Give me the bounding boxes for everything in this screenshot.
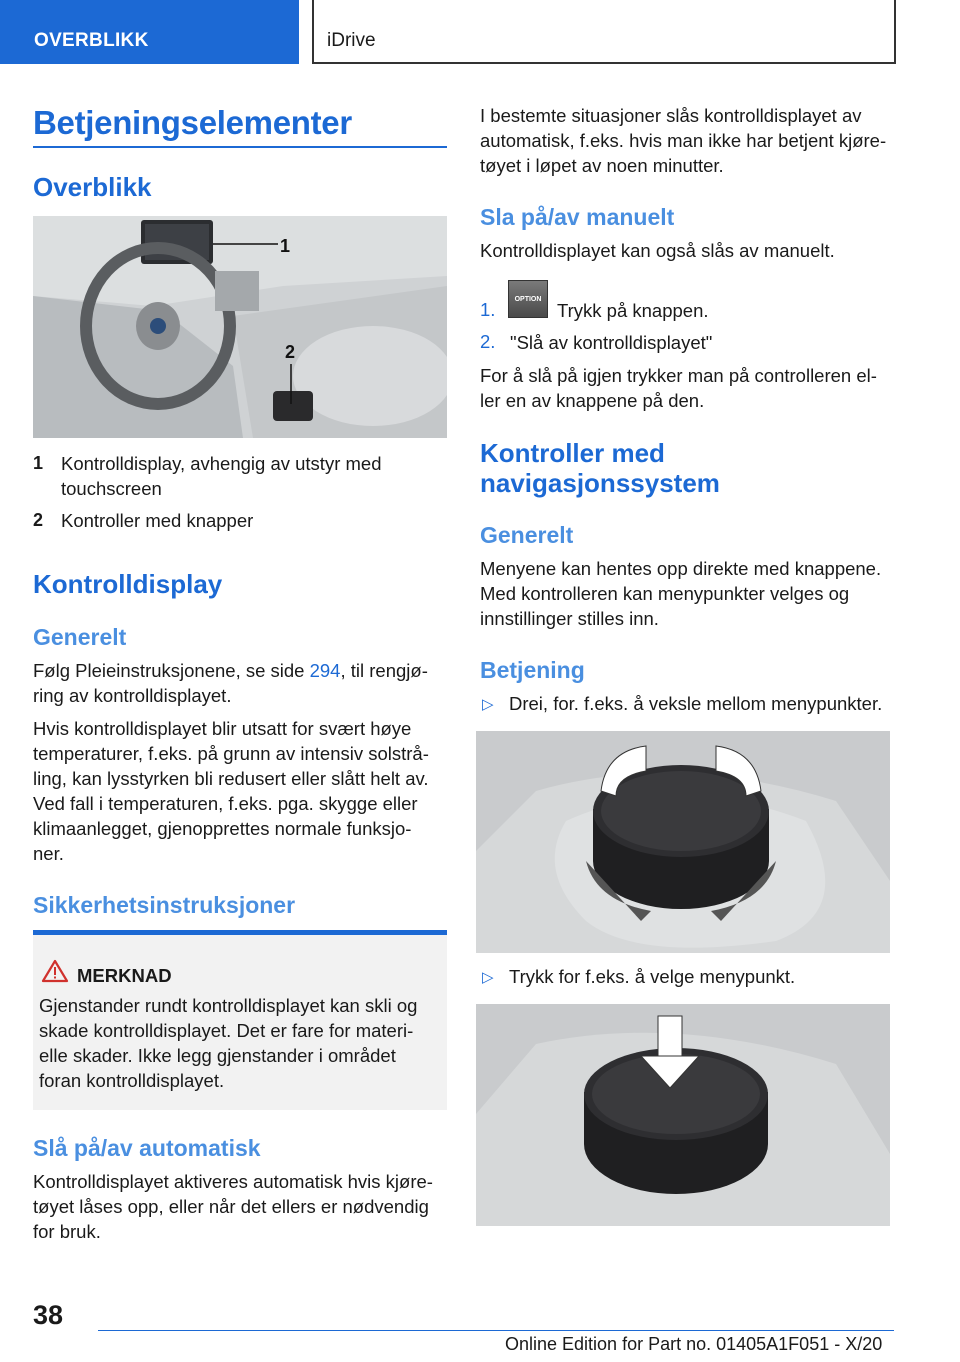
chapter-box	[312, 0, 896, 64]
heat-line-4: Ved fall i temperaturen, f.eks. pga. skygge eller	[33, 793, 418, 814]
page-link-294[interactable]: 294	[309, 660, 341, 681]
note-line-2: skade kontrolldisplayet. Det er fare for materi‐	[39, 1020, 414, 1041]
heat-line-1: Hvis kontrolldisplayet blir utsatt for svært høye	[33, 718, 412, 739]
legend-text-1: Kontrolldisplay, avhengig av utstyr med	[61, 453, 382, 474]
care-text-after: , til rengjø‐	[340, 660, 428, 681]
general-heading-right: Generelt	[480, 522, 574, 548]
intro-line-3: tøyet i løpet av noen minutter.	[480, 155, 724, 176]
section-tab-label: OVERBLIKK	[34, 30, 149, 51]
care-text: Følg Pleieinstruksjonene, se side	[33, 660, 310, 681]
bullet-press: Trykk for f.eks. å velge menypunkt.	[509, 966, 796, 987]
edition-text: Online Edition for Part no. 01405A1F051 - X/20	[505, 1334, 883, 1354]
general-line-2: Med kontrolleren kan menypunkter velges og	[480, 583, 850, 604]
step-1-num: 1.	[480, 299, 496, 320]
legend-num-2: 2	[33, 510, 44, 530]
controller-press-photo	[476, 1004, 890, 1226]
care-paragraph	[33, 658, 453, 683]
auto-line-2: tøyet låses opp, eller når det ellers er nødvendig	[33, 1196, 429, 1217]
reenable-line-1: For å slå på igjen trykker man på controlleren el‐	[480, 365, 877, 386]
option-label: OPTION	[514, 296, 542, 303]
overview-heading: Overblikk	[33, 172, 152, 202]
display-heading: Kontrolldisplay	[33, 569, 223, 599]
footer-rule	[98, 1330, 894, 1331]
callout-1: 1	[280, 236, 291, 256]
general-heading-left: Generelt	[33, 624, 127, 650]
manual-text: Kontrolldisplayet kan også slås av manuelt.	[480, 240, 835, 261]
controller-rotate-photo	[476, 731, 890, 953]
auto-line-1: Kontrolldisplayet aktiveres automatisk hvis kjøre‐	[33, 1171, 433, 1192]
bullet-icon-2: ▷	[482, 969, 494, 986]
nav-heading-l2: navigasjonssystem	[480, 468, 720, 498]
legend-text-2: Kontroller med knapper	[61, 510, 254, 531]
option-button-icon	[508, 280, 548, 318]
cockpit-photo	[33, 216, 447, 438]
intro-line-2: automatisk, f.eks. hvis man ikke har betjent kjøre‐	[480, 130, 887, 151]
general-line-1: Menyene kan hentes opp direkte med knappene.	[480, 558, 882, 579]
step-1-text: Trykk på knappen.	[557, 300, 709, 321]
bullet-icon: ▷	[482, 696, 494, 713]
operation-heading: Betjening	[480, 657, 585, 683]
callout-2: 2	[285, 342, 296, 362]
note-title: MERKNAD	[77, 965, 172, 986]
heat-line-6: ner.	[33, 843, 64, 864]
auto-heading: Slå på/av automatisk	[33, 1135, 261, 1161]
general-line-3: innstillinger stilles inn.	[480, 608, 659, 629]
manual-heading: Sla på/av manuelt	[480, 204, 675, 230]
heat-line-3: ling, kan lysstyrken bli redusert eller slått helt av.	[33, 768, 429, 789]
title-rule	[33, 146, 447, 148]
warning-icon	[41, 959, 69, 983]
care-paragraph-l2: ring av kontrolldisplayet.	[33, 685, 232, 706]
step-2-text: "Slå av kontrolldisplayet"	[510, 332, 713, 353]
note-line-3: elle skader. Ikke legg gjenstander i området	[39, 1045, 396, 1066]
safety-heading: Sikkerhetsinstruksjoner	[33, 892, 296, 918]
note-box	[33, 930, 447, 1110]
auto-line-3: for bruk.	[33, 1221, 101, 1242]
legend-text-1b: touchscreen	[61, 478, 162, 499]
section-tab	[0, 0, 299, 64]
page-title: Betjeningselementer	[33, 104, 352, 141]
note-line-4: foran kontrolldisplayet.	[39, 1070, 225, 1091]
heat-line-5: klimaanlegget, gjenopprettes normale funksjo‐	[33, 818, 412, 839]
chapter-label: iDrive	[327, 30, 376, 51]
heat-line-2: temperaturer, f.eks. på grunn av intensiv solstrå‐	[33, 743, 429, 764]
bullet-rotate: Drei, for. f.eks. å veksle mellom menypunkter.	[509, 693, 883, 714]
intro-line-1: I bestemte situasjoner slås kontrolldisplayet av	[480, 105, 862, 126]
reenable-line-2: ler en av knappene på den.	[480, 390, 705, 411]
nav-heading-l1: Kontroller med	[480, 438, 665, 468]
legend-num-1: 1	[33, 453, 44, 473]
note-text	[39, 993, 439, 1093]
step-2-num: 2.	[480, 331, 496, 352]
page-number: 38	[33, 1300, 64, 1330]
note-line-1: Gjenstander rundt kontrolldisplayet kan skli og	[39, 995, 418, 1016]
